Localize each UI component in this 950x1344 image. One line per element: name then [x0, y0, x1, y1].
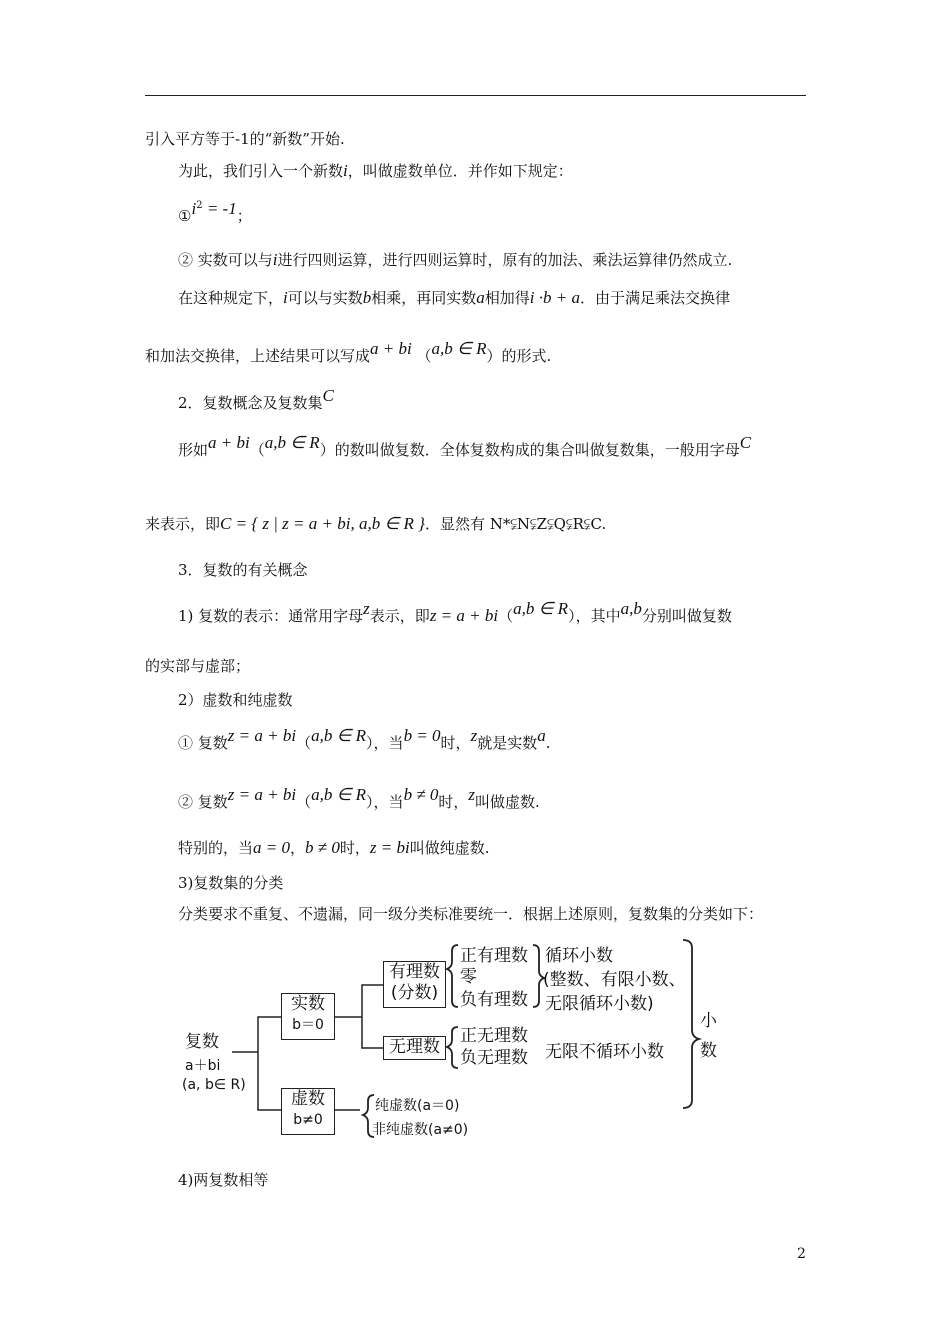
- heading-classification: 3)复数集的分类: [178, 874, 284, 892]
- line-intro: 引入平方等于-1的“新数”开始.: [145, 130, 345, 148]
- heading-equality: 4)两复数相等: [178, 1171, 269, 1189]
- page-number: 2: [797, 1246, 806, 1262]
- diagram-irrational-box: [383, 1036, 446, 1060]
- line-rule-1: $①i^2 = -1$；: [178, 199, 252, 225]
- diagram-rational-label: 有理数: [389, 962, 440, 982]
- diagram-root-label: 复数: [185, 1032, 219, 1052]
- heading-3: 3．复数的有关概念: [178, 561, 308, 579]
- diagram-nonpure-imaginary: 非纯虚数(a≠0): [372, 1122, 469, 1138]
- diagram-real-condition: b＝0: [292, 1017, 324, 1033]
- heading-imaginary: 2）虚数和纯虚数: [178, 691, 293, 709]
- diagram-rational-box: [383, 961, 446, 1008]
- line-multiply: 在这种规定下，i可以与实数b相乘，再同实数a相加得i ·b + a．由于满足乘法交换律: [178, 288, 731, 307]
- line-pure-imag: 特别的，当a = 0，b ≠ 0时，z = bi叫做纯虚数.: [178, 838, 490, 857]
- diagram-decimal-note-2: 无限循环小数): [545, 994, 654, 1014]
- line-rule-2: ② 实数可以与i进行四则运算，进行四则运算时，原有的加法、乘法运算律仍然成立.: [178, 250, 733, 269]
- diagram-irrational-label: 无理数: [389, 1037, 440, 1057]
- heading-2: 2．复数概念及复数集C: [178, 386, 334, 412]
- line-classification-rule: 分类要求不重复、不遗漏，同一级分类标准要统一．根据上述原则，复数集的分类如下：: [178, 905, 764, 923]
- diagram-rational-note: (分数): [390, 983, 439, 1003]
- diagram-root-form: a＋bi: [185, 1058, 221, 1074]
- line-define-i: 为此，我们引入一个新数i，叫做虚数单位．并作如下规定：: [178, 161, 573, 180]
- diagram-root-condition: (a, b∈ R): [182, 1077, 246, 1093]
- diagram-imag-condition: b≠0: [293, 1112, 323, 1128]
- diagram-imag-box: [281, 1088, 335, 1135]
- diagram-imag-label: 虚数: [291, 1089, 325, 1109]
- diagram-negative-rational: 负有理数: [460, 990, 528, 1010]
- diagram-real-box: [281, 993, 335, 1040]
- line-real-case: ① 复数z = a + bi（a,b ∈ R），当b = 0时，z就是实数a.: [178, 726, 551, 752]
- diagram-decimal-char-1: 小: [700, 1011, 717, 1031]
- diagram-positive-rational: 正有理数: [460, 946, 528, 966]
- diagram-positive-irrational: 正无理数: [460, 1026, 528, 1046]
- line-imag-case: ② 复数z = a + bi（a,b ∈ R），当b ≠ 0时，z叫做虚数.: [178, 785, 540, 811]
- line-form: 和加法交换律，上述结果可以写成a + bi （a,b ∈ R）的形式.: [145, 339, 552, 365]
- diagram-negative-irrational: 负无理数: [460, 1048, 528, 1068]
- diagram-decimal-note-1: (整数、有限小数、: [543, 970, 686, 990]
- line-representation: 1) 复数的表示：通常用字母z表示，即z = a + bi（a,b ∈ R），其中a,b分别叫做复数: [178, 599, 732, 625]
- line-complex-def: 形如a + bi（a,b ∈ R）的数叫做复数．全体复数构成的集合叫做复数集，一般用字母C: [178, 433, 752, 459]
- diagram-repeating-decimal: 循环小数: [545, 946, 613, 966]
- line-set-def: 来表示，即C = { z | z = a + bi, a,b ∈ R }．显然有 N*⫋N⫋Z⫋Q⫋R⫋C.: [145, 514, 607, 533]
- diagram-pure-imaginary: 纯虚数(a＝0): [375, 1098, 460, 1114]
- diagram-nonrepeating-decimal: 无限不循环小数: [545, 1042, 664, 1062]
- diagram-zero: 零: [460, 967, 477, 987]
- diagram-real-label: 实数: [291, 994, 325, 1014]
- diagram-decimal-char-2: 数: [700, 1041, 717, 1061]
- line-parts: 的实部与虚部；: [145, 657, 251, 675]
